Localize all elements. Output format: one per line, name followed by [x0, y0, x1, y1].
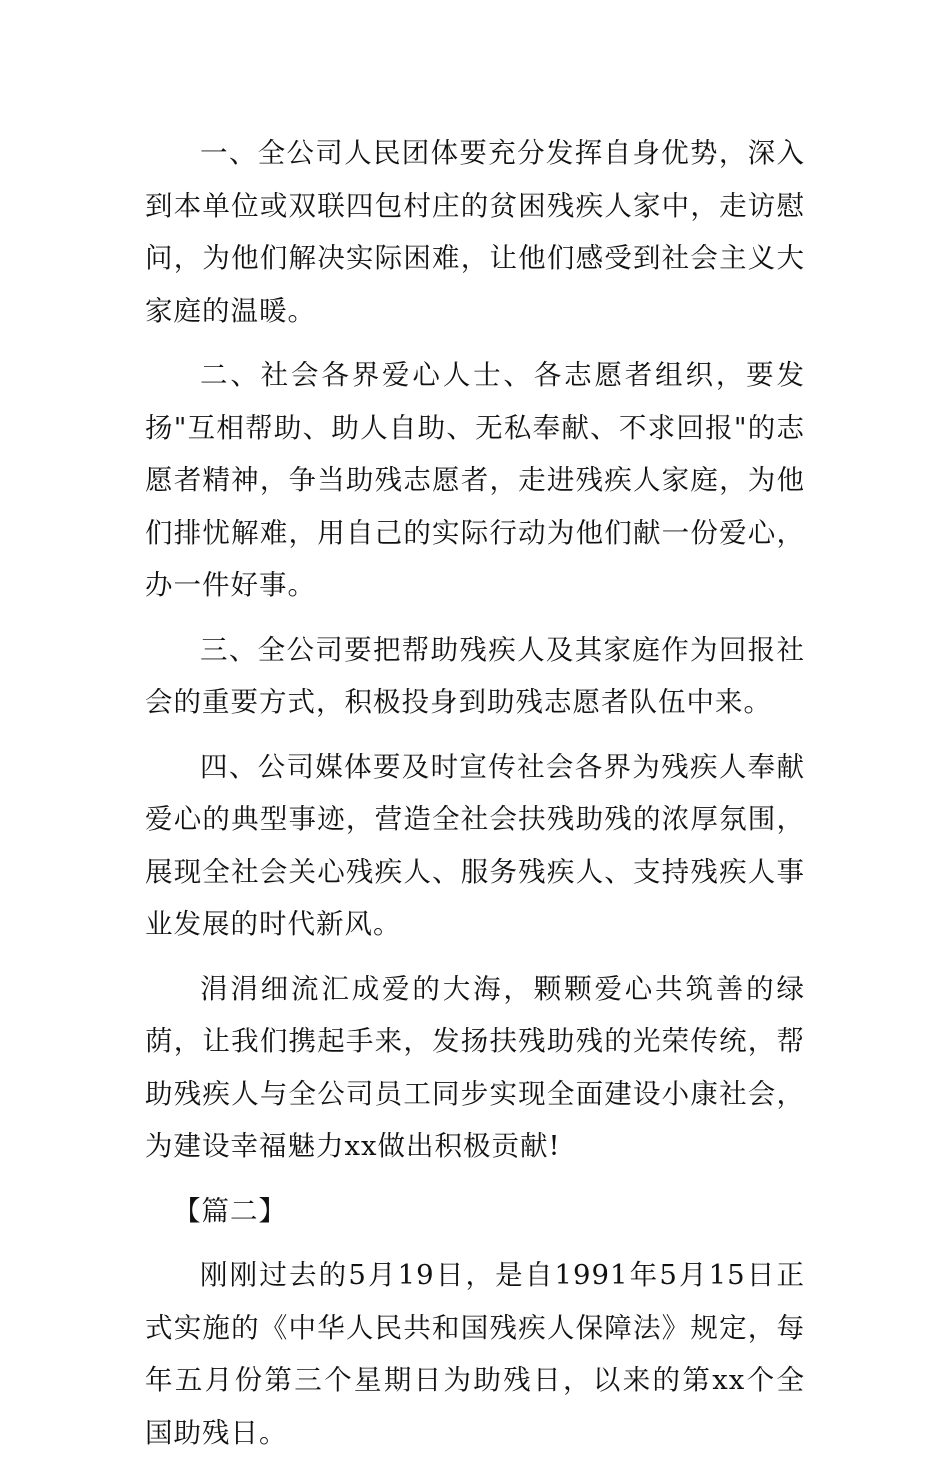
- document-body: [145, 127, 805, 1471]
- paragraph-item-three: 三、全公司要把帮助残疾人及其家庭作为回报社会的重要方式，积极投身到助残志愿者队伍中来。: [145, 633, 805, 718]
- section-heading: 【篇二】: [173, 1194, 287, 1227]
- paragraph-item-four: 四、公司媒体要及时宣传社会各界为残疾人奉献爱心的典型事迹，营造全社会扶残助残的浓厚氛围，展现全社会关心残疾人、服务残疾人、支持残疾人事业发展的时代新风。: [145, 750, 805, 940]
- closing-paragraph: 涓涓细流汇成爱的大海，颗颗爱心共筑善的绿荫，让我们携起手来，发扬扶残助残的光荣传统，帮助残疾人与全公司员工同步实现全面建设小康社会，为建设幸福魅力xx做出积极贡献!: [145, 972, 805, 1162]
- section-paragraph: 刚刚过去的5月19日，是自1991年5月15日正式实施的《中华人民共和国残疾人保障法》规定，每年五月份第三个星期日为助残日，以来的第xx个全国助残日。: [145, 1259, 805, 1449]
- paragraph-item-one: 一、全公司人民团体要充分发挥自身优势，深入到本单位或双联四包村庄的贫困残疾人家中，走访慰问，为他们解决实际困难，让他们感受到社会主义大家庭的温暖。: [145, 137, 805, 327]
- paragraph-item-two: 二、社会各界爱心人士、各志愿者组织，要发扬"互相帮助、助人自助、无私奉献、不求回报"的志愿者精神，争当助残志愿者，走进残疾人家庭，为他们排忧解难，用自己的实际行动为他们献一份爱心，办一件好事。: [145, 359, 805, 601]
